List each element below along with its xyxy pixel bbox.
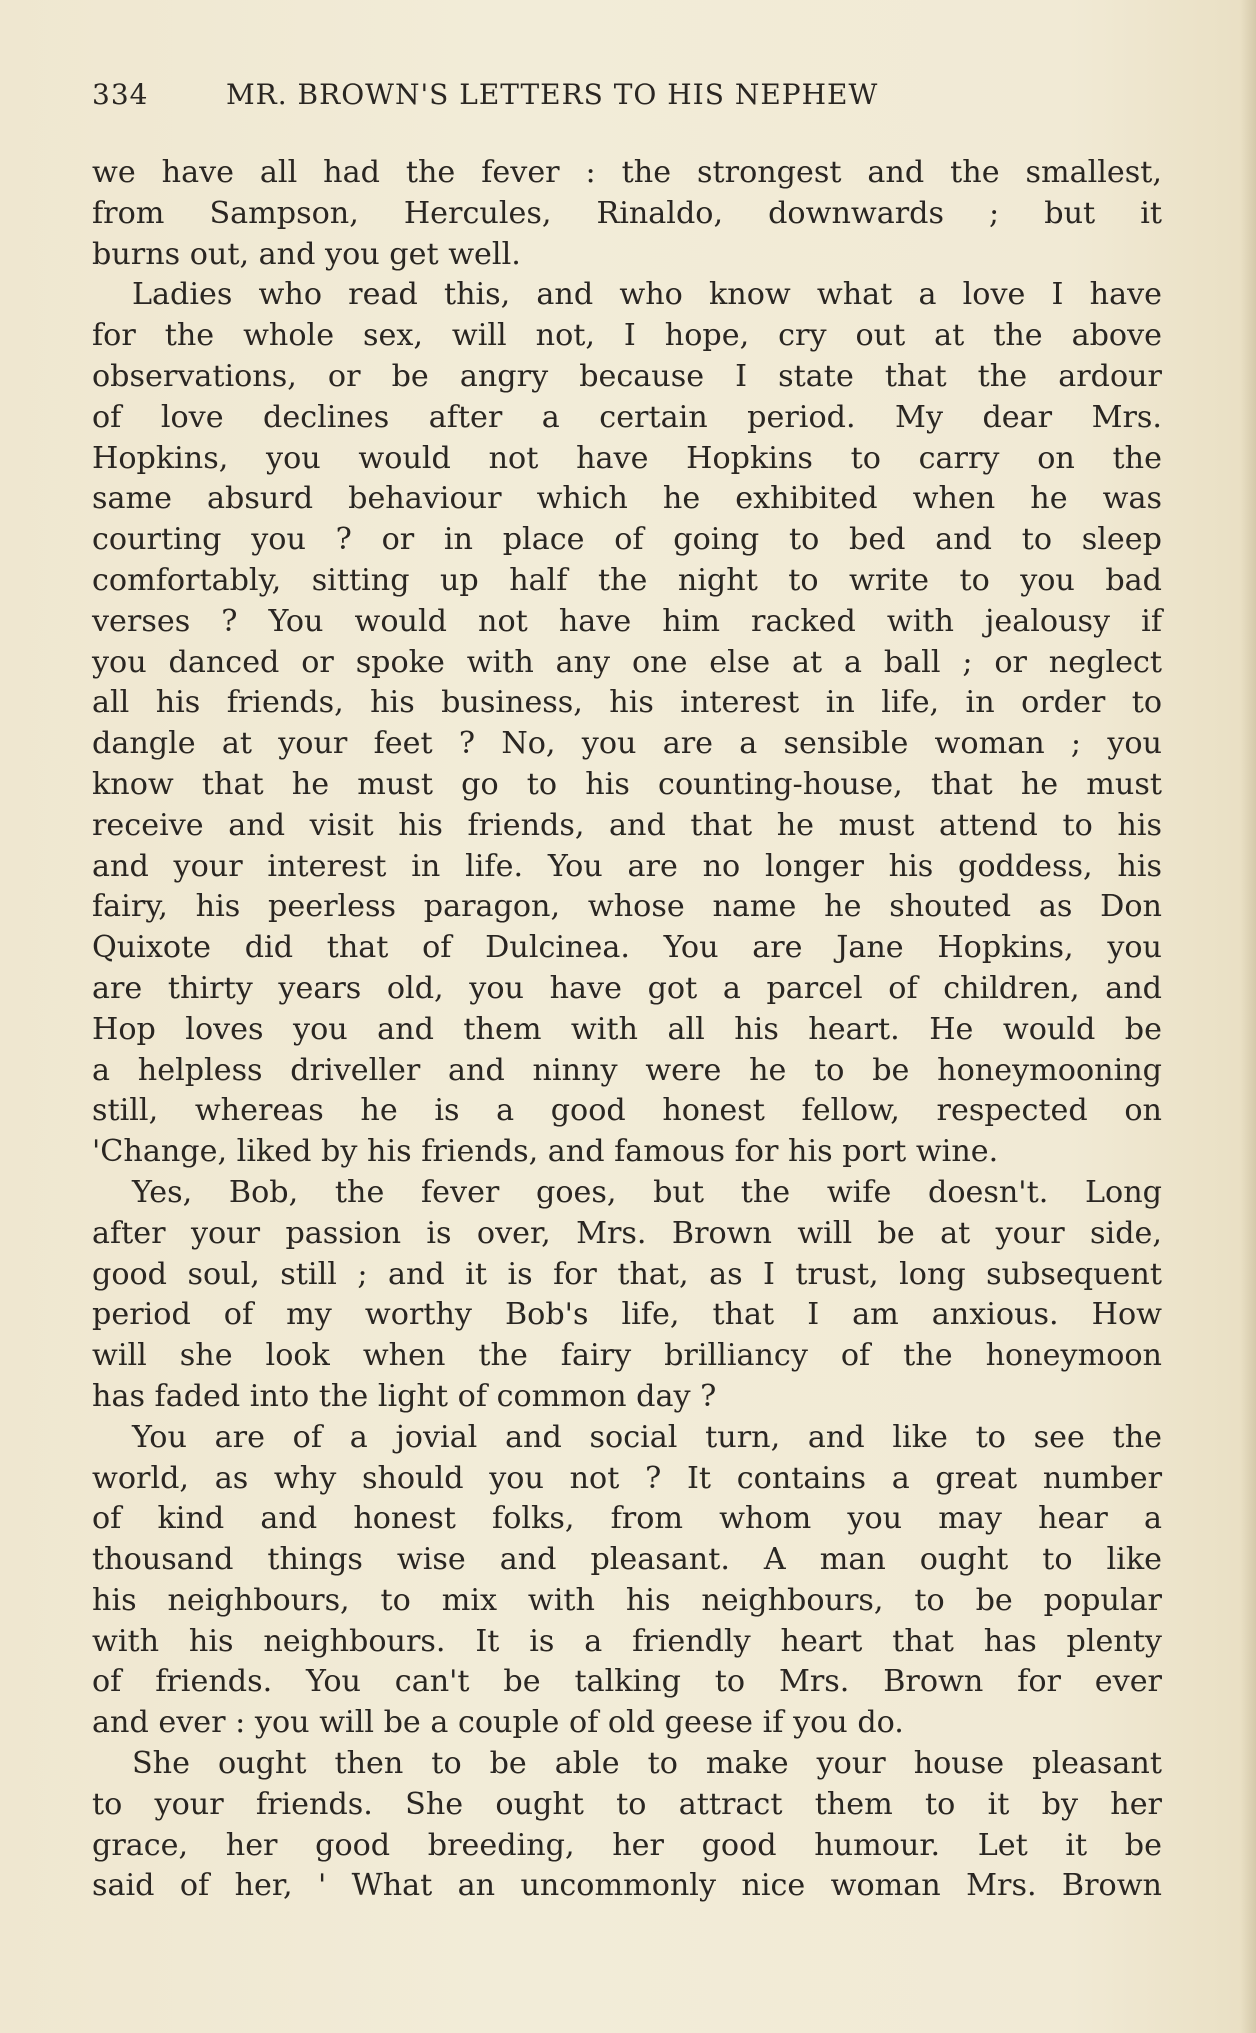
text-line: you danced or spoke with any one else at a ball ; or neglect xyxy=(92,644,1162,680)
text-line: after your passion is over, Mrs. Brown will be at your side, xyxy=(92,1215,1162,1251)
text-line: observations, or be angry because I state that the ardour xyxy=(92,358,1162,394)
text-line: same absurd behaviour which he exhibited when he was xyxy=(92,481,1162,517)
text-line: dangle at your feet ? No, you are a sensible woman ; you xyxy=(92,726,1162,762)
text-line: all his friends, his business, his interest in life, in order to xyxy=(92,685,1162,721)
text-line: world, as why should you not ? It contains a great number xyxy=(92,1460,1162,1496)
text-line: his neighbours, to mix with his neighbours, to be popular xyxy=(92,1582,1162,1618)
text-line: Quixote did that of Dulcinea. You are Jane Hopkins, you xyxy=(92,930,1162,966)
text-line: are thirty years old, you have got a parcel of children, and xyxy=(92,970,1162,1006)
text-line: will she look when the fairy brilliancy of the honeymoon xyxy=(92,1338,1162,1374)
text-line: courting you ? or in place of going to bed and to sleep xyxy=(92,522,1162,558)
text-line: for the whole sex, will not, I hope, cry out at the above xyxy=(92,318,1162,354)
text-line: from Sampson, Hercules, Rinaldo, downwards ; but it xyxy=(92,195,1162,231)
text-line: of love declines after a certain period. My dear Mrs. xyxy=(92,399,1162,435)
text-line: grace, her good breeding, her good humour. Let it be xyxy=(92,1827,1162,1863)
text-line: Yes, Bob, the fever goes, but the wife doesn't. Long xyxy=(132,1174,1162,1210)
text-line: we have all had the fever : the strongest and the smallest, xyxy=(92,155,1162,190)
page-edge-shadow xyxy=(1240,0,1256,2033)
text-line: of kind and honest folks, from whom you may hear a xyxy=(92,1501,1162,1537)
text-line: fairy, his peerless paragon, whose name he shouted as Don xyxy=(92,889,1162,925)
text-line: receive and visit his friends, and that he must attend to his xyxy=(92,807,1162,843)
text-line: know that he must go to his counting-house, that he must xyxy=(92,766,1162,802)
text-line: period of my worthy Bob's life, that I am anxious. How xyxy=(92,1297,1162,1333)
text-line: burns out, and you get well. xyxy=(92,236,521,272)
text-line: still, whereas he is a good honest fellow, respected on xyxy=(92,1093,1162,1129)
running-head xyxy=(92,78,1162,111)
text-line: good soul, still ; and it is for that, as I trust, long subsequent xyxy=(92,1256,1162,1292)
body-text xyxy=(92,153,1162,1907)
text-line: with his neighbours. It is a friendly heart that has plenty xyxy=(92,1623,1162,1659)
text-line: Hop loves you and them with all his heart. He would be xyxy=(92,1011,1162,1047)
text-line: to your friends. She ought to attract them to it by her xyxy=(92,1786,1162,1822)
text-line: comfortably, sitting up half the night to write to you bad xyxy=(92,562,1162,598)
text-line: thousand things wise and pleasant. A man ought to like xyxy=(92,1542,1162,1578)
text-line: of friends. You can't be talking to Mrs. Brown for ever xyxy=(92,1664,1162,1700)
text-line: said of her, ' What an uncommonly nice woman Mrs. Brown xyxy=(92,1868,1162,1904)
text-line: She ought then to be able to make your house pleasant xyxy=(132,1746,1162,1782)
text-line: a helpless driveller and ninny were he to be honeymooning xyxy=(92,1052,1162,1088)
page-number: 334 xyxy=(92,78,149,111)
running-title: MR. BROWN'S LETTERS TO HIS NEPHEW xyxy=(226,78,879,111)
text-line: has faded into the light of common day ? xyxy=(92,1378,717,1414)
text-line: Ladies who read this, and who know what a love I have xyxy=(132,277,1162,313)
text-line: 'Change, liked by his friends, and famous for his port wine. xyxy=(92,1134,999,1170)
text-line: verses ? You would not have him racked with jealousy if xyxy=(92,603,1162,639)
text-line: You are of a jovial and social turn, and like to see the xyxy=(132,1419,1162,1455)
text-line: and your interest in life. You are no longer his goddess, his xyxy=(92,848,1162,884)
text-line: Hopkins, you would not have Hopkins to carry on the xyxy=(92,440,1162,476)
text-line: and ever : you will be a couple of old geese if you do. xyxy=(92,1705,904,1741)
